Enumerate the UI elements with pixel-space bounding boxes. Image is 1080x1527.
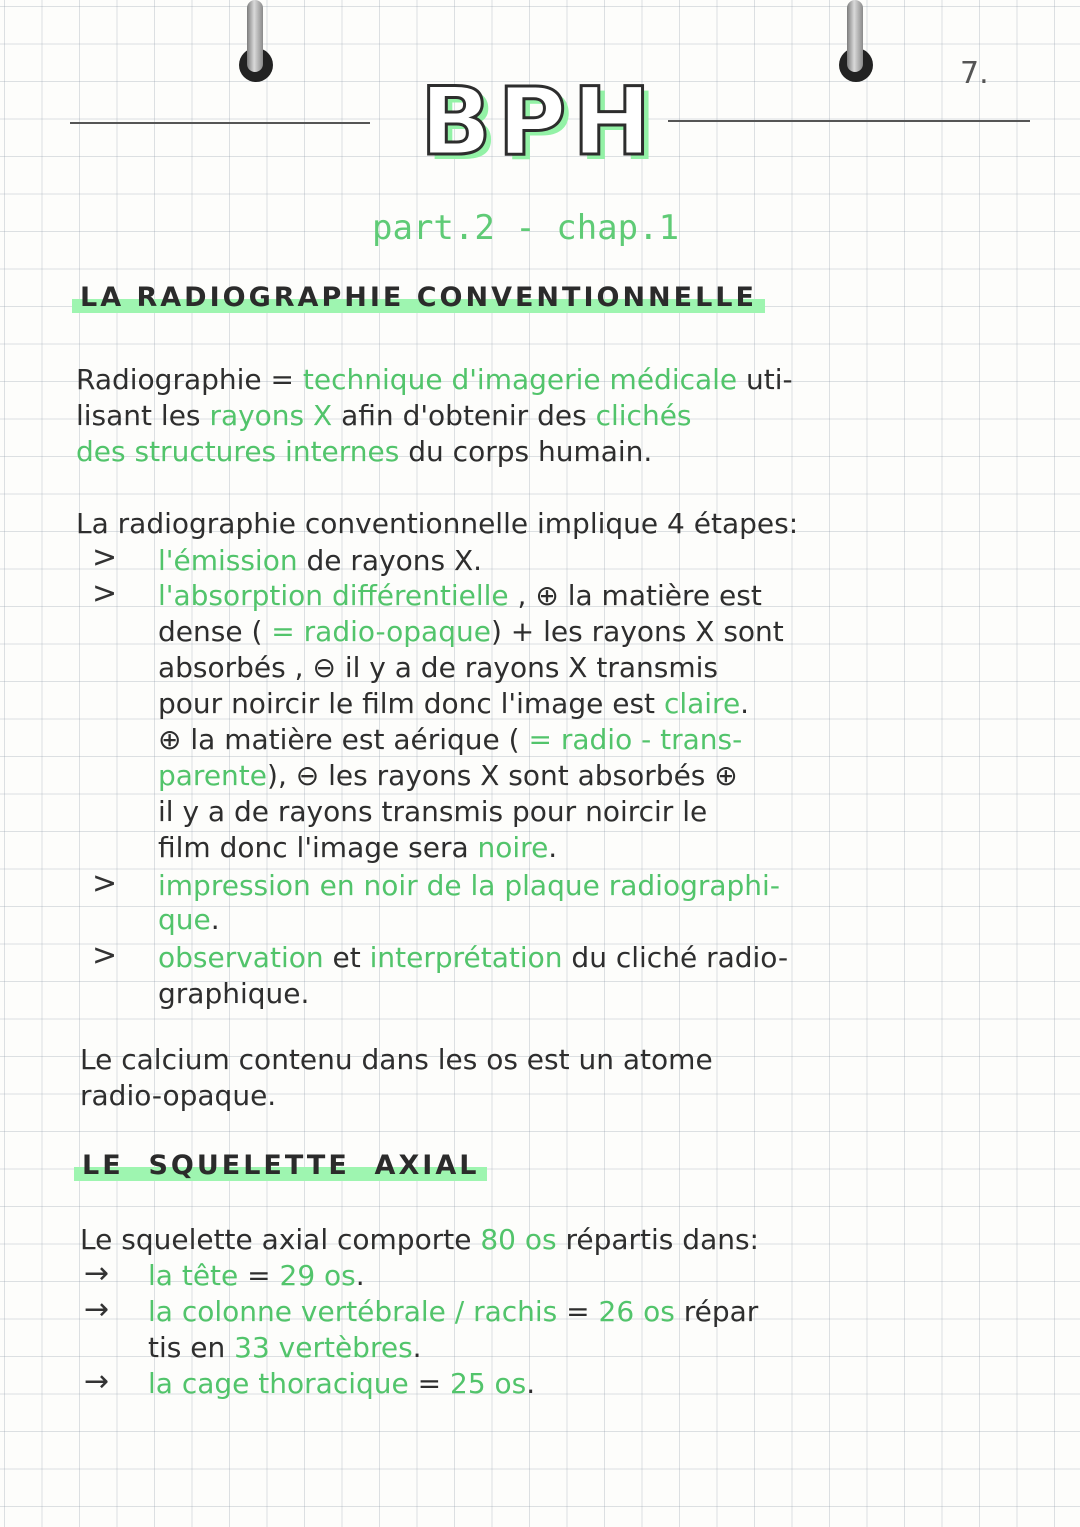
- step-absorption-line-8: film donc l'image sera noire.: [158, 831, 558, 864]
- step-impression-line-1: impression en noir de la plaque radiographi-: [158, 869, 780, 902]
- step-absorption-line-4: pour noircir le film donc l'image est claire.: [158, 687, 750, 720]
- page-title: BPH: [420, 68, 658, 177]
- section-heading-radiographie: LA RADIOGRAPHIE CONVENTIONNELLE: [72, 282, 765, 313]
- item-tete: la tête = 29 os.: [148, 1259, 365, 1292]
- squelette-intro: Le squelette axial comporte 80 os répartis dans:: [80, 1223, 759, 1256]
- steps-intro: La radiographie conventionnelle implique 4 étapes:: [76, 507, 799, 540]
- arrow-icon: →: [84, 1256, 110, 1291]
- arrow-icon: →: [84, 1364, 110, 1399]
- item-colonne-line-1: la colonne vertébrale / rachis = 26 os répar: [148, 1295, 759, 1328]
- title-rule-right: [668, 120, 1030, 122]
- page-number: 7.: [960, 56, 989, 91]
- step-absorption-line-3: absorbés , ⊖ il y a de rayons X transmis: [158, 651, 719, 684]
- definition-line-3: des structures internes du corps humain.: [76, 435, 653, 468]
- binder-ring-right: [847, 0, 863, 72]
- chapter-subtitle: part.2 - chap.1: [372, 208, 680, 248]
- bullet-marker: >: [92, 938, 118, 973]
- calcium-note-line-1: Le calcium contenu dans les os est un atome: [80, 1043, 713, 1076]
- step-impression-line-2: que.: [158, 903, 220, 936]
- section-heading-squelette: LE SQUELETTE AXIAL: [74, 1150, 487, 1181]
- step-absorption-line-1: l'absorption différentielle , ⊕ la matière est: [158, 579, 762, 612]
- item-colonne-line-2: tis en 33 vertèbres.: [148, 1331, 422, 1364]
- step-observation-line-1: observation et interprétation du cliché radio-: [158, 941, 789, 974]
- title-rule-left: [70, 122, 370, 124]
- definition-line-1: Radiographie = technique d'imagerie médicale uti-: [76, 363, 793, 396]
- item-cage-thoracique: la cage thoracique = 25 os.: [148, 1367, 536, 1400]
- step-emission: l'émission de rayons X.: [158, 544, 483, 577]
- step-absorption-line-5: ⊕ la matière est aérique ( = radio - trans-: [158, 723, 743, 756]
- arrow-icon: →: [84, 1292, 110, 1327]
- step-observation-line-2: graphique.: [158, 977, 310, 1010]
- binder-ring-left: [247, 0, 263, 72]
- bullet-marker: >: [92, 576, 118, 611]
- bullet-marker: >: [92, 866, 118, 901]
- step-absorption-line-2: dense ( = radio-opaque) + les rayons X sont: [158, 615, 784, 648]
- calcium-note-line-2: radio-opaque.: [80, 1079, 277, 1112]
- step-absorption-line-7: il y a de rayons transmis pour noircir le: [158, 795, 708, 828]
- step-absorption-line-6: parente), ⊖ les rayons X sont absorbés ⊕: [158, 759, 738, 792]
- definition-line-2: lisant les rayons X afin d'obtenir des clichés: [76, 399, 692, 432]
- definition-term: Radiographie: [76, 363, 262, 396]
- bullet-marker: >: [92, 540, 118, 575]
